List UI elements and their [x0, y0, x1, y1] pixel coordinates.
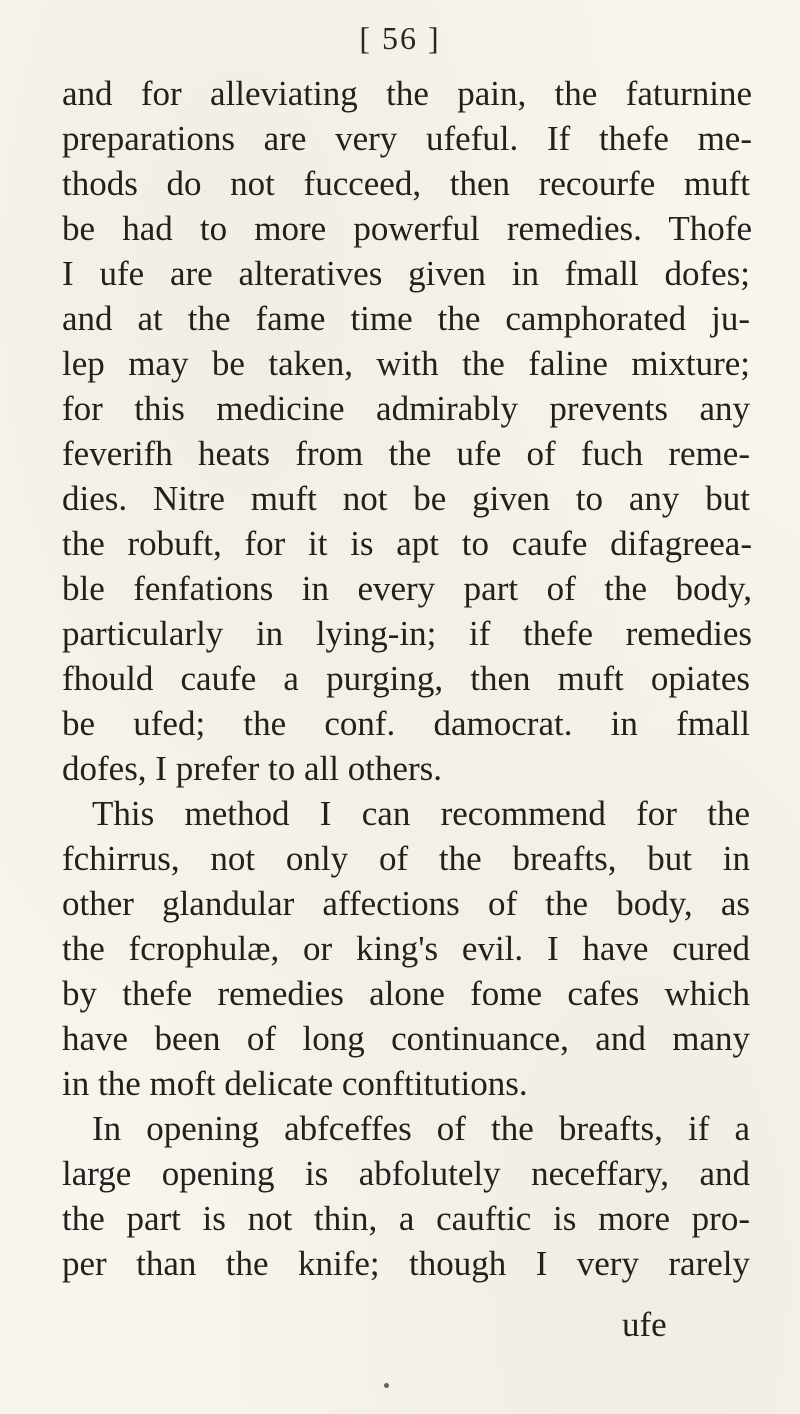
- text-line-2: preparations are very ufeful. If thefe me-: [62, 119, 752, 158]
- text-line-19: other glandular affections of the body, as: [62, 884, 750, 923]
- text-line-1: and for alleviating the pain, the faturnine: [62, 74, 752, 113]
- text-line-3: thods do not fucceed, then recourfe muft: [62, 164, 750, 203]
- text-line-15: be ufed; the conf. damocrat. in fmall: [62, 704, 750, 743]
- text-line-9: feverifh heats from the ufe of fuch reme-: [62, 434, 750, 473]
- text-line-8: for this medicine admirably prevents any: [62, 389, 750, 428]
- text-line-17: This method I can recommend for the: [92, 794, 750, 833]
- text-line-18: fchirrus, not only of the breafts, but in: [62, 839, 750, 878]
- text-line-14: fhould caufe a purging, then muft opiates: [62, 659, 750, 698]
- text-line-7: lep may be taken, with the faline mixture;: [62, 344, 750, 383]
- text-line-20: the fcrophulæ, or king's evil. I have cured: [62, 929, 750, 968]
- text-line-21: by thefe remedies alone fome cafes which: [62, 974, 750, 1013]
- catchword-text: ufe: [622, 1305, 667, 1344]
- text-line-24: In opening abfceffes of the breafts, if a: [92, 1109, 750, 1148]
- text-line-11: the robuft, for it is apt to caufe difagreea-: [62, 524, 752, 563]
- ink-speck: [384, 1383, 389, 1388]
- page-number: [ 56 ]: [359, 20, 441, 56]
- text-line-13: particularly in lying-in; if thefe remedies: [62, 614, 752, 653]
- text-line-12: ble fenfations in every part of the body,: [62, 569, 752, 608]
- text-line-5: I ufe are alteratives given in fmall dofes;: [62, 254, 750, 293]
- text-line-6: and at the fame time the camphorated ju-: [62, 299, 750, 338]
- text-line-25: large opening is abfolutely neceffary, and: [62, 1154, 750, 1193]
- text-line-26: the part is not thin, a cauftic is more pro-: [62, 1199, 750, 1238]
- text-line-16: dofes, I prefer to all others.: [62, 749, 442, 788]
- text-line-27: per than the knife; though I very rarely: [62, 1244, 750, 1283]
- text-line-10: dies. Nitre muft not be given to any but: [62, 479, 750, 518]
- text-line-22: have been of long continuance, and many: [62, 1019, 750, 1058]
- text-line-23: in the moft delicate conftitutions.: [62, 1064, 528, 1103]
- text-line-4: be had to more powerful remedies. Thofe: [62, 209, 752, 248]
